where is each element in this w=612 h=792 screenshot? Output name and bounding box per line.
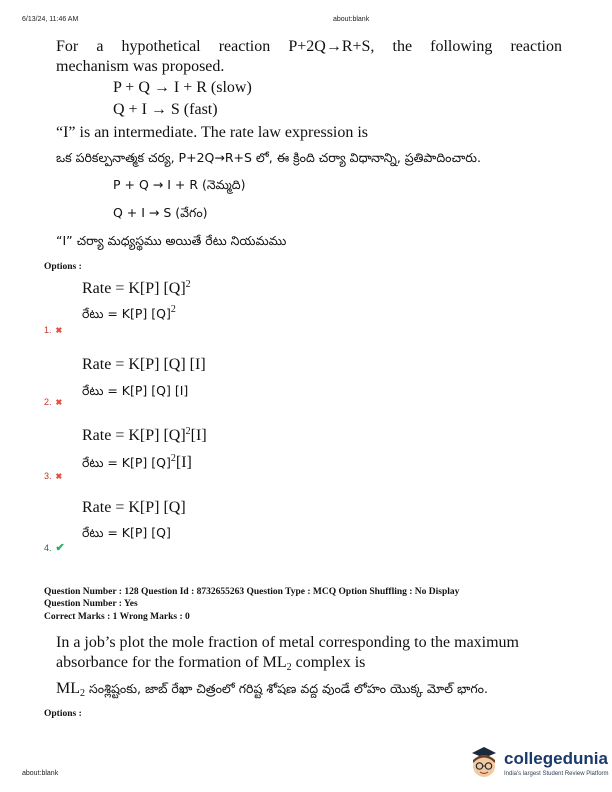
option-1-en-text: Rate = K[P] [Q]	[82, 280, 186, 297]
question-text-en-line1: For a hypothetical reaction P+2Q→R+S, the following reaction	[56, 38, 562, 55]
option-3-number: 3.	[44, 471, 52, 481]
option-4-marker	[44, 538, 65, 556]
option-3-en-exponent: 2	[185, 426, 191, 437]
options-label: Options :	[44, 262, 82, 272]
option-2-marker	[44, 392, 62, 410]
correct-check-icon: ✔	[55, 542, 65, 554]
option-1-en-exponent: 2	[185, 279, 191, 290]
option-3-te-exponent: 2	[170, 453, 176, 464]
option-2-te-text: రేటు = K[P] [Q] [I]	[82, 383, 189, 398]
mechanism-step1-te: P + Q → I + R (నెమ్మది)	[113, 177, 246, 192]
option-4-te	[82, 523, 171, 544]
option-2-number: 2.	[44, 397, 52, 407]
print-page-title: about:blank	[333, 16, 370, 23]
option-1-te-exponent: 2	[170, 304, 176, 315]
print-timestamp: 6/13/24, 11:46 AM	[22, 16, 79, 23]
footer-page-title: about:blank	[22, 770, 59, 777]
mechanism-step2-en: Q + I → S (fast)	[113, 101, 218, 118]
question128-text-te	[56, 678, 488, 704]
collegedunia-tagline: India's largest Student Review Platform	[504, 771, 609, 777]
collegedunia-mascot-icon	[466, 744, 502, 780]
option-4-en	[82, 498, 186, 517]
mechanism-step2-te: Q + I → S (వేగం)	[113, 205, 208, 220]
question-text-en-line2: mechanism was proposed.	[56, 58, 225, 75]
question-text-en-line3: “I” is an intermediate. The rate law expression is	[56, 124, 369, 141]
option-4-number: 4.	[44, 543, 52, 553]
option-1-te-text: రేటు = K[P] [Q]	[82, 306, 171, 321]
question-meta-line2: Question Number : Yes	[44, 599, 138, 609]
mechanism-step1-en: P + Q → I + R (slow)	[113, 79, 252, 96]
option-2-te	[82, 381, 188, 402]
option-3-te-text: రేటు = K[P] [Q]	[82, 455, 171, 470]
question-marks: Correct Marks : 1 Wrong Marks : 0	[44, 612, 190, 622]
option-2-en-text: Rate = K[P] [Q] [I]	[82, 356, 206, 373]
option-3-en-text: Rate = K[P] [Q]	[82, 427, 186, 444]
option-3-en	[82, 426, 207, 445]
question-meta-line1: Question Number : 128 Question Id : 8732655263 Question Type : MCQ Option Shuffling : No Display	[44, 587, 460, 597]
option-4-en-text: Rate = K[P] [Q]	[82, 499, 186, 516]
wrong-cross-icon: ✖	[55, 472, 63, 481]
question128-te-subscript: 2	[80, 688, 85, 699]
option-3-en-suffix: [I]	[190, 427, 207, 444]
option-3-marker	[44, 466, 62, 484]
option-1-number: 1.	[44, 325, 52, 335]
wrong-cross-icon: ✖	[55, 398, 63, 407]
option-3-te-suffix: [I]	[175, 454, 192, 471]
question128-en-text: absorbance for the formation of ML	[56, 654, 287, 671]
question128-te-formula: ML	[56, 680, 80, 697]
option-1-marker	[44, 320, 62, 338]
option-3-te	[82, 453, 192, 474]
question128-text-en-line1: In a job’s plot the mole fraction of metal corresponding to the maximum	[56, 634, 519, 651]
option-1-te	[82, 304, 176, 325]
question128-options-label: Options :	[44, 709, 82, 719]
option-1-en	[82, 279, 191, 298]
wrong-cross-icon: ✖	[55, 326, 63, 335]
question128-te-text: సంశ్లిష్టంకు, జాబ్ రేఖా చిత్రంలో గరిష్ట శోషణ వద్ద వుండే లోహం యొక్క మోల్ భాగం.	[85, 681, 488, 696]
option-4-te-text: రేటు = K[P] [Q]	[82, 525, 171, 540]
question128-en-suffix: complex is	[291, 654, 366, 671]
option-2-en	[82, 355, 206, 374]
question-text-te-line2: “I” చర్యా మధ్యస్థము అయితే రేటు నియమము	[56, 233, 287, 248]
question-text-te-line1: ఒక పరికల్పనాత్మక చర్య, P+2Q→R+S లో, ఈ క్రింది చర్యా విధానాన్ని, ప్రతిపాదించారు.	[56, 150, 481, 165]
collegedunia-logo-text: collegedunia	[504, 749, 608, 768]
question128-text-en-line2	[56, 652, 365, 678]
question128-en-subscript: 2	[286, 662, 292, 673]
